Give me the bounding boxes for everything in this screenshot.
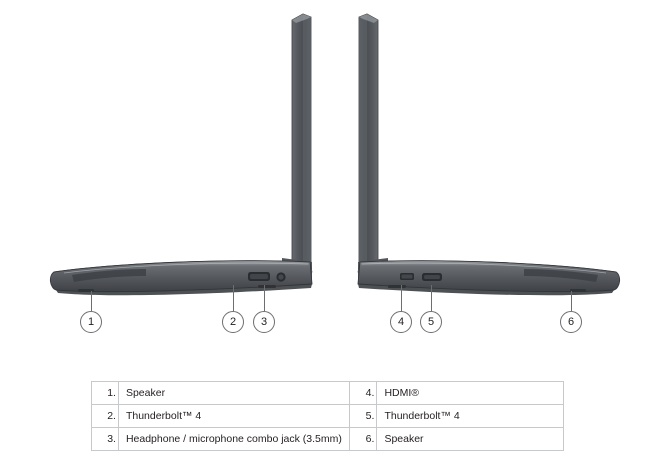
port-legend-table	[91, 381, 564, 451]
legend-label: Thunderbolt™ 4	[377, 405, 564, 428]
laptop-base	[50, 261, 312, 296]
laptop-lid	[292, 14, 311, 274]
legend-number: 6.	[350, 428, 377, 451]
legend-number: 3.	[92, 428, 119, 451]
leader-line-3	[264, 285, 265, 311]
callout-marker-3[interactable]: 3	[253, 311, 275, 333]
leader-line-5	[431, 285, 432, 311]
table-row	[92, 428, 564, 451]
legend-label: Thunderbolt™ 4	[118, 405, 350, 428]
callout-marker-2[interactable]: 2	[222, 311, 244, 333]
legend-label: Headphone / microphone combo jack (3.5mm)	[118, 428, 350, 451]
laptop-base	[358, 261, 620, 296]
legend-label: HDMI®	[377, 382, 564, 405]
table-row	[92, 382, 564, 405]
leader-line-4	[401, 285, 402, 311]
right-side-view	[330, 0, 650, 340]
left-side-laptop-illustration	[20, 0, 340, 340]
callout-marker-4[interactable]: 4	[390, 311, 412, 333]
legend-label: Speaker	[377, 428, 564, 451]
legend-number: 2.	[92, 405, 119, 428]
left-side-view	[20, 0, 340, 340]
right-side-laptop-illustration	[330, 0, 650, 340]
leader-line-2	[233, 285, 234, 311]
leader-line-1	[91, 291, 92, 311]
legend-number: 1.	[92, 382, 119, 405]
legend-number: 5.	[350, 405, 377, 428]
laptop-lid	[359, 14, 378, 274]
callout-marker-5[interactable]: 5	[420, 311, 442, 333]
callout-marker-6[interactable]: 6	[560, 311, 582, 333]
leader-line-6	[571, 291, 572, 311]
legend-label: Speaker	[118, 382, 350, 405]
table-row	[92, 405, 564, 428]
callout-marker-1[interactable]: 1	[80, 311, 102, 333]
legend-number: 4.	[350, 382, 377, 405]
